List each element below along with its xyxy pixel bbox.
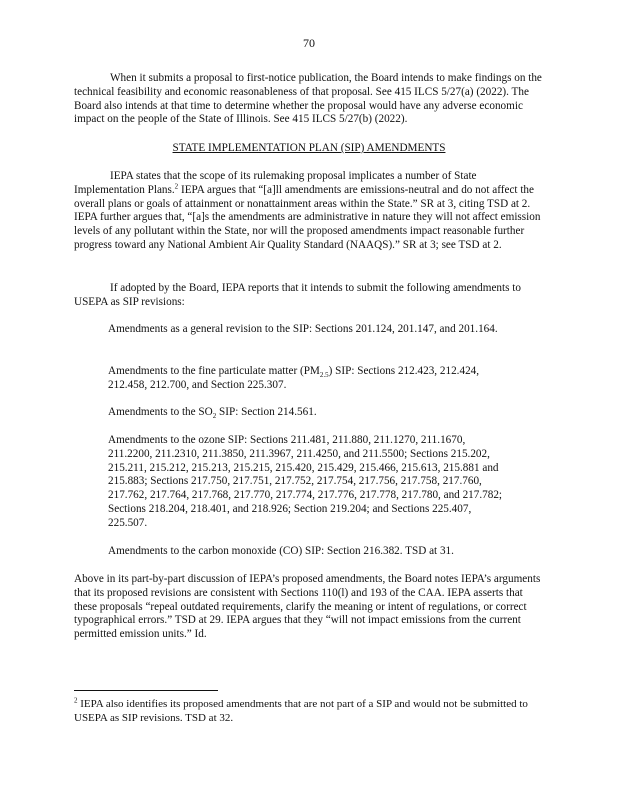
footnote-mark: 2: [74, 696, 78, 705]
amendment-ozone: Amendments to the ozone SIP: Sections 211.481, 211.880, 211.1270, 211.1670, 211.2200, 211.2310, 211.3850, 211.3967, 211.4250, and 211.5500; Sections 215.202, 215.211, 215.212, 215.213, 215.215, 215.420, 215.429, 215.466, 215.613, 215.881 and 215.883; Sections 217.750, 217.751, 217.752, 217.754, 217.756, 217.758, 217.760, 217.762, 217.764, 217.768, 217.770, 217.774, 217.776, 217.778, 217.780, and 217.782; Sections 218.204, 218.401, and 218.926; Section 219.204; and Sections 225.407, 225.507.: [108, 434, 503, 529]
amendment-text: SIP: Section 214.561.: [216, 406, 317, 418]
footnote-separator: [74, 690, 218, 691]
paragraph-board-notes: Above in its part-by-part discussion of IEPA’s proposed amendments, the Board notes IEPA’s arguments that its proposed revisions are consistent with Sections 110(l) and 193 of the CAA. IEPA asserts that these proposals “repeal outdated requirements, clarify the meaning or intent of regulations, or correct typographical errors.” TSD at 29. IEPA argues that they “will not impact emissions from the current permitted emission units.” Id.: [74, 573, 541, 641]
subscript: 2: [212, 412, 217, 421]
paragraph-iepa-scope: [74, 170, 548, 253]
paragraph-text: IEPA argues that “[a]ll amendments are emissions-neutral and do not affect the overall plans or goals of attainment or nonattainment areas within the State.” SR at 3, citing TSD at 2. IEPA further argues that, “[a]s the amendments are administrative in nature they will not affect emission levels of any pollutant within the State, nor will the proposed amendments impact reasonable further progress toward any National Ambient Air Quality Standard (NAAQS).” SR at 3; see TSD at 2.: [74, 183, 541, 251]
paragraph-text: IEPA states that the scope of its rulemaking proposal implicates a number of State Implementation Plans.: [74, 170, 477, 196]
section-heading: STATE IMPLEMENTATION PLAN (SIP) AMENDMENTS: [172, 142, 446, 154]
paragraph-submit-amendments: If adopted by the Board, IEPA reports that it intends to submit the following amendments to USEPA as SIP revisions:: [74, 282, 521, 308]
page-number: 70: [303, 36, 315, 50]
footnote-text: IEPA also identifies its proposed amendments that are not part of a SIP and would not be submitted to USEPA as SIP revisions. TSD at 32.: [74, 698, 528, 724]
amendment-text: Amendments to the SO: [108, 406, 213, 418]
amendment-pm: [108, 365, 512, 393]
amendment-text: Amendments to the fine particulate matter (PM: [108, 365, 320, 377]
amendment-text: ) SIP: Sections 212.423, 212.424, 212.458, 212.700, and Section 225.307.: [108, 365, 480, 391]
amendment-so2: [108, 406, 512, 420]
subscript: 2.5: [319, 371, 329, 380]
footnote-reference: 2: [174, 182, 179, 191]
amendment-general: Amendments as a general revision to the SIP: Sections 201.124, 201.147, and 201.164.: [108, 323, 498, 335]
amendment-co: Amendments to the carbon monoxide (CO) SIP: Section 216.382. TSD at 31.: [108, 545, 454, 557]
footnote: [74, 698, 548, 725]
paragraph-board-findings: When it submits a proposal to first-notice publication, the Board intends to make findings on the technical feasibility and economic reasonableness of that proposal. See 415 ILCS 5/27(a) (2022). The Board also intends at that time to determine whether the proposal would have any adverse economic impact on the people of the State of Illinois. See 415 ILCS 5/27(b) (2022).: [74, 72, 542, 126]
